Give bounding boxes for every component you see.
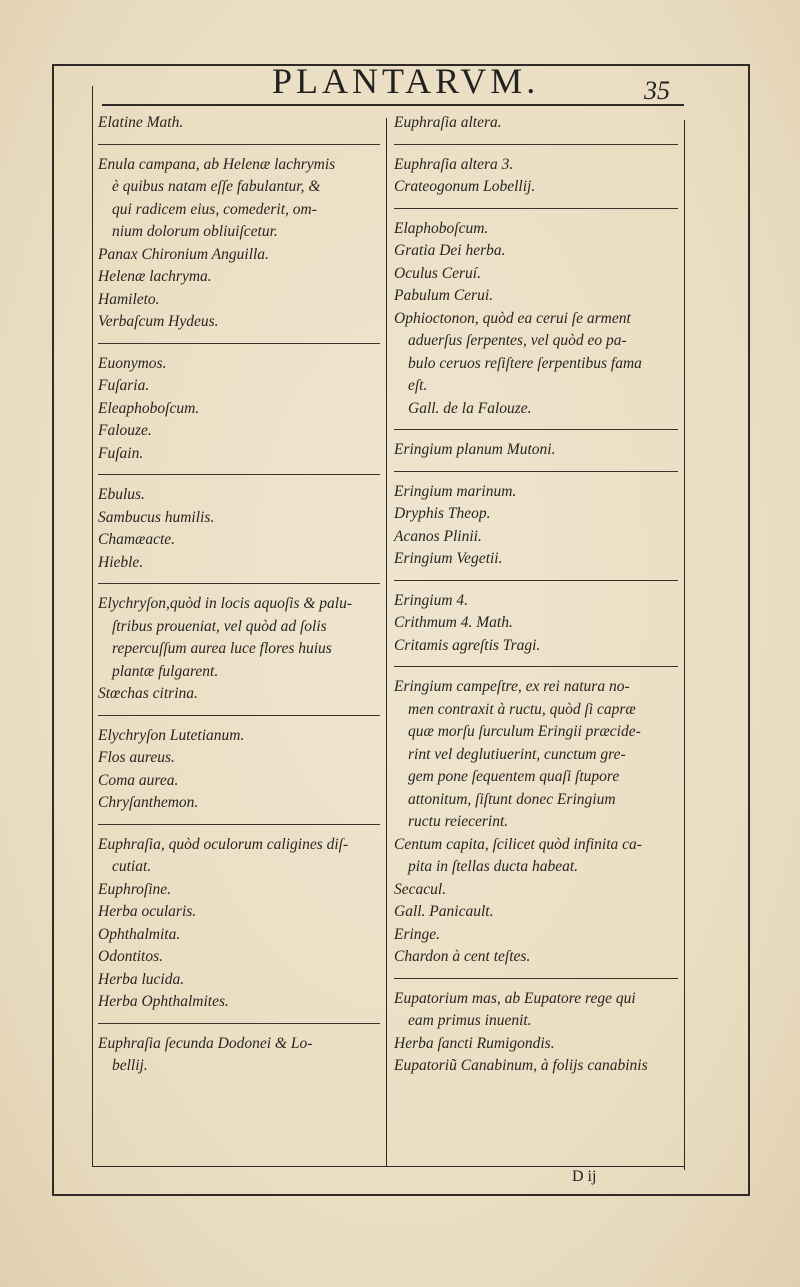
entry-line: Herba ocularis. [98,903,197,920]
glossary-entry [394,218,678,421]
entry-line: Enula campana, ab Helenæ lachrymis [98,155,336,173]
entry-line: Euphroſine. [98,880,172,898]
entry-line: qui radicem eius, comederit, om- [112,200,317,218]
glossary-entry [98,154,380,334]
glossary-entry [394,154,678,199]
entry-line: Eringium planum Mutoni. [394,441,556,458]
entry-line: Verbaſcum Hydeus. [98,313,219,330]
entry-line: Falouze. [98,422,152,439]
entry-separator [394,666,678,667]
glossary-entry [98,593,380,706]
entry-line: eſt. [408,377,428,394]
entry-line: Herba lucida. [98,970,185,988]
entry-line: Ebulus. [98,486,145,503]
entry-line: Ophioctonon, quòd ea cerui ſe arment [394,309,631,327]
entry-line: Herba ſancti Rumigondis. [394,1034,555,1052]
running-head-title: PLANTARVM. [272,61,540,101]
entry-line: gem pone ſequentem quaſi ſtupore [408,768,620,785]
entry-separator [394,580,678,581]
entry-line: Eringium campeſtre, ex rei natura no- [394,678,630,695]
entry-line: Euphraſia ſecunda Dodonei & Lo- [98,1034,313,1052]
entry-line: è quibus natam eſſe fabulantur, & [112,178,321,195]
entry-separator [394,978,678,979]
entry-separator [98,144,380,145]
entry-line: eam primus inuenit. [408,1012,532,1029]
entry-line: Euphraſia altera. [394,114,502,131]
entry-line: Odontitos. [98,948,164,965]
entry-separator [98,343,380,344]
entry-line: Secacul. [394,880,447,898]
entry-line: plantæ fulgarent. [112,662,219,680]
bottom-rule [92,1166,684,1167]
glossary-entry [98,725,380,815]
entry-line: Euphraſia altera 3. [394,155,514,173]
entry-line: Herba Ophthalmites. [98,993,229,1010]
entry-line: Elychryſon,quòd in locis aquoſis & palu- [98,595,353,612]
entry-line: Panax Chironium Anguilla. [98,245,269,263]
entry-line: cutiat. [112,858,152,875]
entry-line: nium dolorum obliuiſcetur. [112,223,278,240]
entry-separator [98,474,380,475]
entry-separator [394,208,678,209]
glossary-entry [394,112,678,135]
glossary-entry [98,484,380,574]
entry-line: Euonymos. [98,354,167,372]
entry-line: Pabulum Cerui. [394,287,494,304]
entry-line: Acanos Plinii. [394,527,482,545]
entry-separator [98,1023,380,1024]
entry-line: Eupatoriũ Canabinum, à folijs canabinis [394,1057,648,1074]
entry-line: Centum capita, ſcilicet quòd infinita ca- [394,835,642,853]
entry-line: ſtribus proueniat, vel quòd ad ſolis [112,617,327,635]
entry-line: Fuſaria. [98,377,150,394]
entry-line: men contraxit à ructu, quòd ſi capræ [408,700,636,718]
entry-line: Ophthalmita. [98,925,181,943]
entry-line: attonitum, ſiſtunt donec Eringium [408,790,616,808]
entry-line: Eupatorium mas, ab Eupatore rege qui [394,989,636,1007]
glossary-entry [394,439,678,462]
entry-line: Crithmum 4. Math. [394,614,513,631]
column-divider [386,118,387,1166]
glossary-entry [394,481,678,571]
glossary-entry [394,676,678,969]
inner-left-rule [92,86,93,1166]
entry-line: pita in ſtellas ducta habeat. [408,858,579,875]
glossary-entry [98,353,380,466]
inner-right-rule [684,120,685,1170]
entry-line: Hamileto. [98,290,160,308]
entry-line: Eringium 4. [394,591,469,609]
entry-line: Oculus Ceruí. [394,264,481,282]
entry-line: repercuſſum aurea luce flores huius [112,640,332,657]
entry-line: bellij. [112,1057,148,1074]
entry-line: Dryphis Theop. [394,505,491,522]
entry-separator [98,715,380,716]
entry-line: Stœchas citrina. [98,685,198,702]
entry-line: Elatine Math. [98,114,184,131]
entry-line: Fuſain. [98,444,144,462]
header-rule [102,104,684,106]
entry-line: Chardon à cent teſtes. [394,948,531,965]
glossary-entry [98,834,380,1014]
entry-line: Eringium Vegetii. [394,550,503,567]
entry-separator [394,471,678,472]
entry-line: ructu reiecerint. [408,813,509,830]
page-number: 35 [644,76,670,105]
entry-line: Flos aureus. [98,749,175,766]
entry-line: Chryſanthemon. [98,794,199,811]
entry-line: rint vel deglutiuerint, cunctum gre- [408,745,626,763]
entry-separator [98,824,380,825]
entry-line: Eringium marinum. [394,482,517,500]
entry-line: Sambucus humilis. [98,508,215,526]
entry-line: Euphraſia, quòd oculorum caligines diſ- [98,835,349,853]
right-column [394,112,678,1078]
entry-separator [394,144,678,145]
entry-line: Gratia Dei herba. [394,242,506,259]
entry-line: quæ morſu ſurculum Eringii præcide- [408,723,641,740]
entry-line: Chamæacte. [98,531,176,548]
entry-line: bulo ceruos reſiſtere ſerpentibus fama [408,354,642,372]
signature-mark: D ij [572,1168,597,1185]
entry-line: Eringe. [394,925,441,943]
entry-line: Critamis agreſtis Tragi. [394,636,541,654]
entry-line: Elaphoboſcum. [394,219,489,237]
entry-line: Elychryſon Lutetianum. [98,726,245,744]
entry-line: Gall. Panicault. [394,903,494,920]
entry-line: Coma aurea. [98,771,179,789]
entry-line: Helenæ lachryma. [98,268,212,285]
entry-line: Eleaphoboſcum. [98,399,200,417]
entry-separator [98,583,380,584]
glossary-entry [98,112,380,135]
left-column [98,112,380,1078]
glossary-entry [98,1033,380,1078]
entry-line: Gall. de la Falouze. [408,399,532,417]
glossary-entry [394,590,678,658]
entry-line: aduerſus ſerpentes, vel quòd eo pa- [408,332,627,349]
entry-line: Hieble. [98,553,144,571]
entry-separator [394,429,678,430]
glossary-entry [394,988,678,1078]
entry-line: Crateogonum Lobellij. [394,178,536,195]
